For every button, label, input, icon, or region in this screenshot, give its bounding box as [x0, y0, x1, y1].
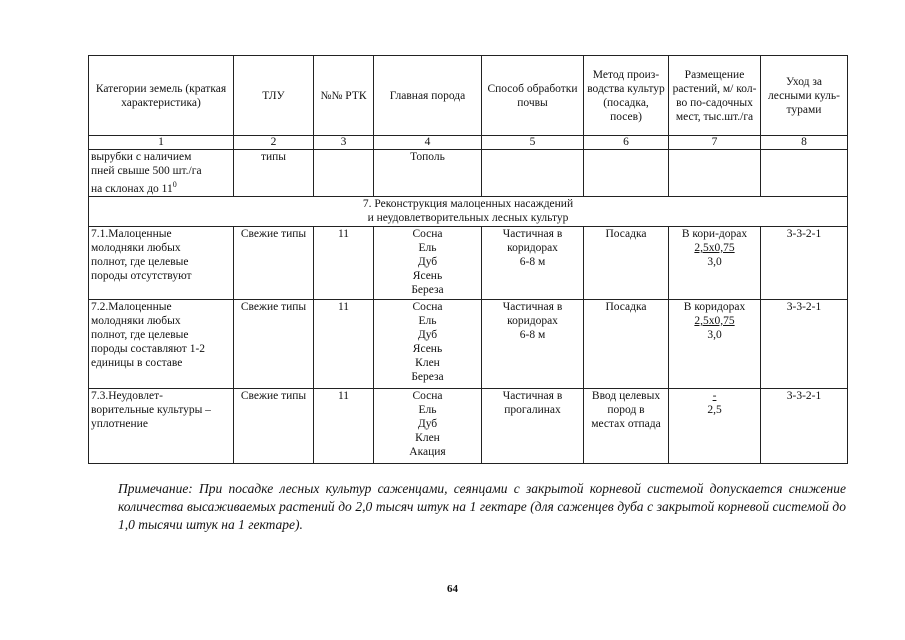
- header-category: Категории земель (краткая характеристика): [89, 56, 234, 136]
- column-number-row: [89, 136, 848, 150]
- row-care: 3-3-2-1: [761, 226, 848, 299]
- header-method: Метод произ-водства культур (посадка, посев): [584, 56, 669, 136]
- row-rtk: 11: [314, 388, 374, 463]
- table-row: [89, 226, 848, 299]
- col-number: 3: [314, 136, 374, 150]
- row-category: 7.3.Неудовлет- ворительные культуры – уплотнение: [89, 388, 234, 463]
- continued-category: вырубки с наличием пней свыше 500 шт./га на склонах до $11^0$: [89, 150, 234, 197]
- table-row: [89, 388, 848, 463]
- row-category: 7.2.Малоценные молодняки любых полнот, где целевые породы составляют 1-2 единицы в составе: [89, 299, 234, 388]
- row-soil: Частичная в коридорах 6-8 м: [482, 299, 584, 388]
- row-category: 7.1.Малоценные молодняки любых полнот, где целевые породы отсутствуют: [89, 226, 234, 299]
- header-species: Главная порода: [374, 56, 482, 136]
- continued-tlu: типы: [234, 150, 314, 197]
- row-care: 3-3-2-1: [761, 388, 848, 463]
- row-species: Сосна Ель Дуб Ясень Клен Береза: [374, 299, 482, 388]
- header-tlu: ТЛУ: [234, 56, 314, 136]
- header-soil: Способ обработки почвы: [482, 56, 584, 136]
- col-number: 7: [669, 136, 761, 150]
- row-placement: - 2,5: [669, 388, 761, 463]
- row-tlu: Свежие типы: [234, 299, 314, 388]
- row-rtk: 11: [314, 226, 374, 299]
- col-number: 4: [374, 136, 482, 150]
- footnote: Примечание: При посадке лесных культур саженцами, сеянцами с закрытой корневой системой допускается снижение количества высаживаемых растений до 2,0 тысяч штук на 1 гектаре (для саженцев дуба с закрытой корневой системой до 1,0 тысячи штук на 1 гектаре).: [118, 481, 846, 532]
- row-species: Сосна Ель Дуб Клен Акация: [374, 388, 482, 463]
- row-tlu: Свежие типы: [234, 226, 314, 299]
- row-care: 3-3-2-1: [761, 299, 848, 388]
- col-number: 1: [89, 136, 234, 150]
- header-rtk: №№ РТК: [314, 56, 374, 136]
- table-row: [89, 299, 848, 388]
- section-title-row: [89, 196, 848, 226]
- col-number: 5: [482, 136, 584, 150]
- row-method: Ввод целевых пород в местах отпада: [584, 388, 669, 463]
- row-placement: В коридорах 2,5х0,75 3,0: [669, 299, 761, 388]
- col-number: 6: [584, 136, 669, 150]
- row-placement: В кори-дорах 2,5х0,75 3,0: [669, 226, 761, 299]
- row-rtk: 11: [314, 299, 374, 388]
- continued-row: [89, 150, 848, 197]
- continued-species: Тополь: [374, 150, 482, 197]
- reforestation-table: [88, 55, 848, 464]
- row-species: Сосна Ель Дуб Ясень Береза: [374, 226, 482, 299]
- header-care: Уход за лесными куль-турами: [761, 56, 848, 136]
- col-number: 8: [761, 136, 848, 150]
- col-number: 2: [234, 136, 314, 150]
- page-number: 64: [447, 583, 458, 595]
- row-soil: Частичная в прогалинах: [482, 388, 584, 463]
- row-method: Посадка: [584, 226, 669, 299]
- row-tlu: Свежие типы: [234, 388, 314, 463]
- row-soil: Частичная в коридорах 6-8 м: [482, 226, 584, 299]
- section-title: 7. Реконструкция малоценных насаждений и неудовлетворительных лесных культур: [89, 196, 848, 226]
- header-row: [89, 56, 848, 136]
- row-method: Посадка: [584, 299, 669, 388]
- header-placement: Размещение растений, м/ кол-во по-садочных мест, тыс.шт./га: [669, 56, 761, 136]
